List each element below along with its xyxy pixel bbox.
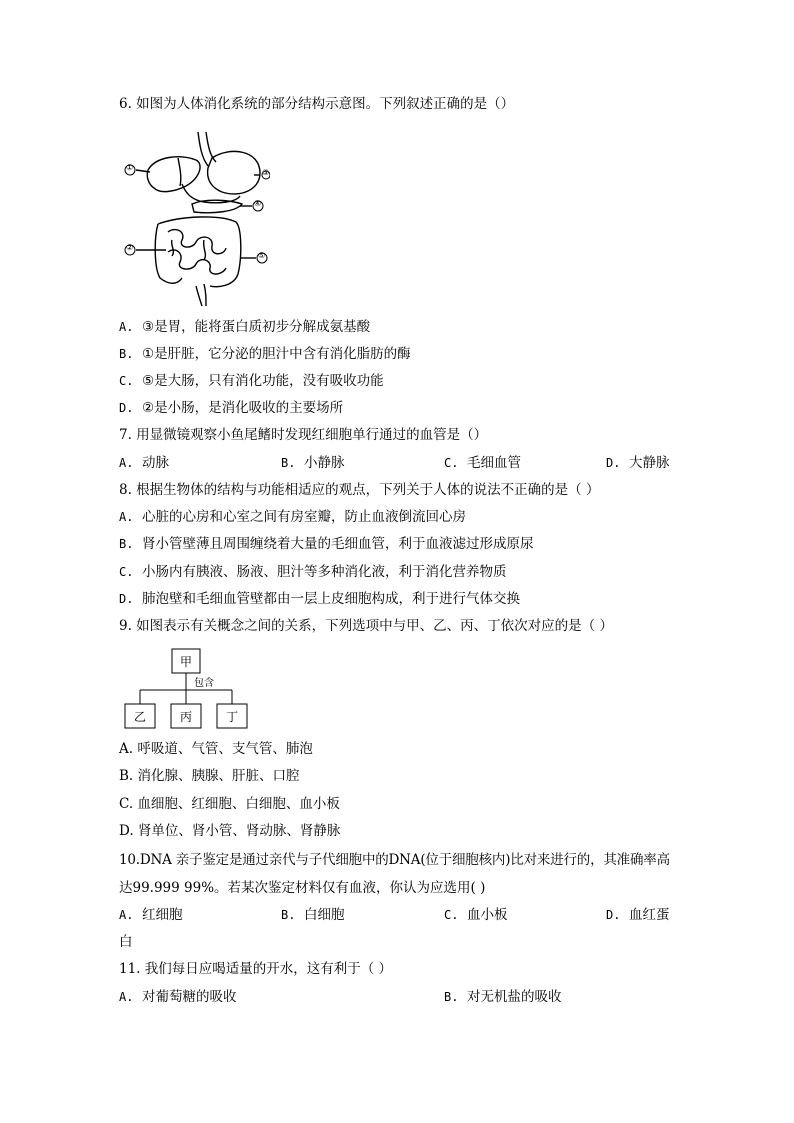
q10-option-c: C. 血小板 [444,907,508,923]
q7-option-b: B. 小静脉 [281,455,345,471]
digestive-system-figure [120,128,270,308]
diagram-child-label-1: 乙 [133,710,147,724]
q6-option-a: A. ③是胃，能将蛋白质初步分解成氨基酸 [119,319,371,335]
q8-option-d: D. 肺泡壁和毛细血管壁都由一层上皮细胞构成，利于进行气体交换 [119,591,521,607]
q11-stem: 11. 我们每日应喝适量的开水，这有利于（ ） [119,961,393,977]
q6-stem: 6. 如图为人体消化系统的部分结构示意图。下列叙述正确的是（） [119,96,515,112]
q11-option-b: B. 对无机盐的吸收 [444,989,562,1005]
q8-option-a: A. 心脏的心房和心室之间有房室瓣，防止血液倒流回心房 [119,509,467,525]
q9-stem: 9. 如图表示有关概念之间的关系，下列选项中与甲、乙、丙、丁依次对应的是（ ） [119,618,613,634]
q8-option-c: C. 小肠内有胰液、肠液、胆汁等多种消化液，利于消化营养物质 [119,564,507,580]
q9-option-a: A. 呼吸道、气管、支气管、肺泡 [119,741,313,757]
q10-stem-line-2: 达99.999 99%。若某次鉴定材料仅有血液，你认为应选用( ) [119,880,486,896]
q7-stem: 7. 用显微镜观察小鱼尾鳍时发现红细胞单行通过的血管是（） [119,427,488,443]
q8-option-b: B. 肾小管壁薄且周围缠绕着大量的毛细血管，利于血液滤过形成原尿 [119,536,534,552]
q7-option-c: C. 毛细血管 [444,455,522,471]
q9-option-c: C. 血细胞、红细胞、白细胞、血小板 [119,796,340,812]
concept-relation-diagram [120,646,250,730]
q7-option-a: A. 动脉 [119,455,170,471]
diagram-relation-label: 包含 [194,678,214,689]
q11-option-a: A. 对葡萄糖的吸收 [119,989,237,1005]
q10-option-b: B. 白细胞 [281,907,345,923]
q10-stem-line-1: 10.DNA 亲子鉴定是通过亲代与子代细胞中的DNA(位于细胞核内)比对来进行的，其准确率高 [119,852,670,868]
diagram-child-label-3: 丁 [225,710,239,724]
figure-label-2: ② [126,243,134,252]
diagram-child-label-2: 丙 [179,710,193,724]
q6-option-c: C. ⑤是大肠，只有消化功能，没有吸收功能 [119,373,384,389]
q10-option-d: D. 血红蛋 [606,907,670,923]
figure-label-4: ④ [254,199,262,208]
figure-label-5: ⑤ [258,251,266,260]
figure-label-1: ① [126,163,134,172]
figure-label-3: ③ [262,168,270,177]
q9-option-d: D. 肾单位、肾小管、肾动脉、肾静脉 [119,823,341,839]
q7-option-d: D. 大静脉 [606,455,670,471]
q9-option-b: B. 消化腺、胰腺、肝脏、口腔 [119,768,300,784]
q6-option-b: B. ①是肝脏，它分泌的胆汁中含有消化脂肪的酶 [119,346,411,362]
diagram-top-label: 甲 [179,655,193,669]
q6-option-d: D. ②是小肠，是消化吸收的主要场所 [119,400,344,416]
q10-option-a: A. 红细胞 [119,907,183,923]
q8-stem: 8. 根据生物体的结构与功能相适应的观点，下列关于人体的说法不正确的是（ ） [119,482,600,498]
q10-option-d-wrap: 白 [119,934,133,950]
